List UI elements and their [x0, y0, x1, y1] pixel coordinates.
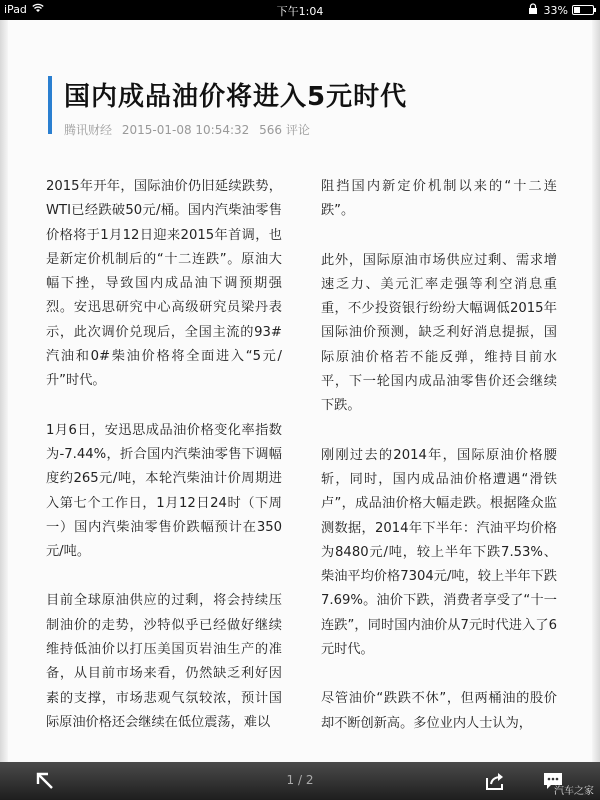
carrier-label: iPad — [4, 3, 27, 16]
watermark: 汽车之家 — [554, 786, 594, 797]
status-time: 下午1:04 — [276, 5, 324, 18]
paragraph: 2015年开年，国际油价仍旧延续跌势，WTI已经跌破50元/桶。国内汽柴油零售价格将于1月12日迎来2015年首调，也是新定价机制后的“十二连跌”。原油大幅下挫，导致国内成品油下调预期强烈。安迅思研究中心高级研究员梁丹表示，此次调价兑现后，全国主流的93#汽油和0#柴油价格将全面进入“5元/升”时代。 — [46, 179, 282, 389]
page-edge-right — [592, 20, 600, 800]
page-indicator: 1 / 2 — [286, 773, 314, 787]
lock-icon — [528, 3, 538, 17]
paragraph: 刚刚过去的2014年，国际原油价格腰斩，同时，国内成品油价格遭遇“滑铁卢”，成品油价格大幅走跌。根据隆众监测数据，2014年下半年：汽油平均价格为8480元/吨，较上半年下跌7.53%、柴油平均价格7304元/吨，较上半年下跌7.69%。油价下跌，消费者享受了“十一连跌”，同时国内油价从7元时代进入了6元时代。 — [321, 447, 557, 658]
share-icon[interactable] — [484, 770, 506, 792]
article-datetime: 2015-01-08 10:54:32 — [121, 123, 250, 137]
paragraph: 阻挡国内新定价机制以来的“十二连跌”。 — [321, 179, 557, 219]
article-meta — [64, 121, 316, 138]
page-edge-left — [0, 20, 8, 800]
article-column-left — [46, 175, 282, 760]
article-column-right — [321, 175, 557, 761]
article-comments[interactable]: 566 评论 — [259, 123, 310, 137]
paragraph: 目前全球原油供应的过剩，将会持续压制油价的走势，沙特似乎已经做好继续维持低油价以打压美国页岩油生产的准备，从目前市场来看，仍然缺乏利好因素的支撑，市场悲观气氛较浓，预计国际原油价格还会继续在低位震荡，难以 — [46, 593, 282, 730]
battery-percent: 33% — [543, 3, 568, 17]
paragraph: 1月6日，安迅思成品油价格变化率指数为-7.44%，折合国内汽柴油零售下调幅度约265元/吨，本轮汽柴油计价周期进入第七个工作日，1月12日24时（下周一）国内汽柴油零售价跌幅预计在350元/吨。 — [46, 422, 282, 560]
battery-icon — [572, 5, 594, 15]
paragraph: 尽管油价“跌跌不休”，但两桶油的股价却不断创新高。多位业内人士认为， — [321, 691, 557, 731]
status-bar — [0, 0, 600, 20]
bottom-toolbar — [0, 762, 600, 800]
article-title: 国内成品油价将进入5元时代 — [64, 82, 408, 112]
title-accent-bar — [48, 76, 52, 134]
paragraph: 此外，国际原油市场供应过剩、需求增速乏力、美元汇率走强等利空消息重重，不少投资银行纷纷大幅调低2015年国际油价预测，缺乏利好消息提振，国际原油价格若不能反弹，维持目前水平，下一轮国内成品油零售价还会继续下跌。 — [321, 252, 557, 414]
article-source: 腾讯财经 — [64, 123, 113, 137]
